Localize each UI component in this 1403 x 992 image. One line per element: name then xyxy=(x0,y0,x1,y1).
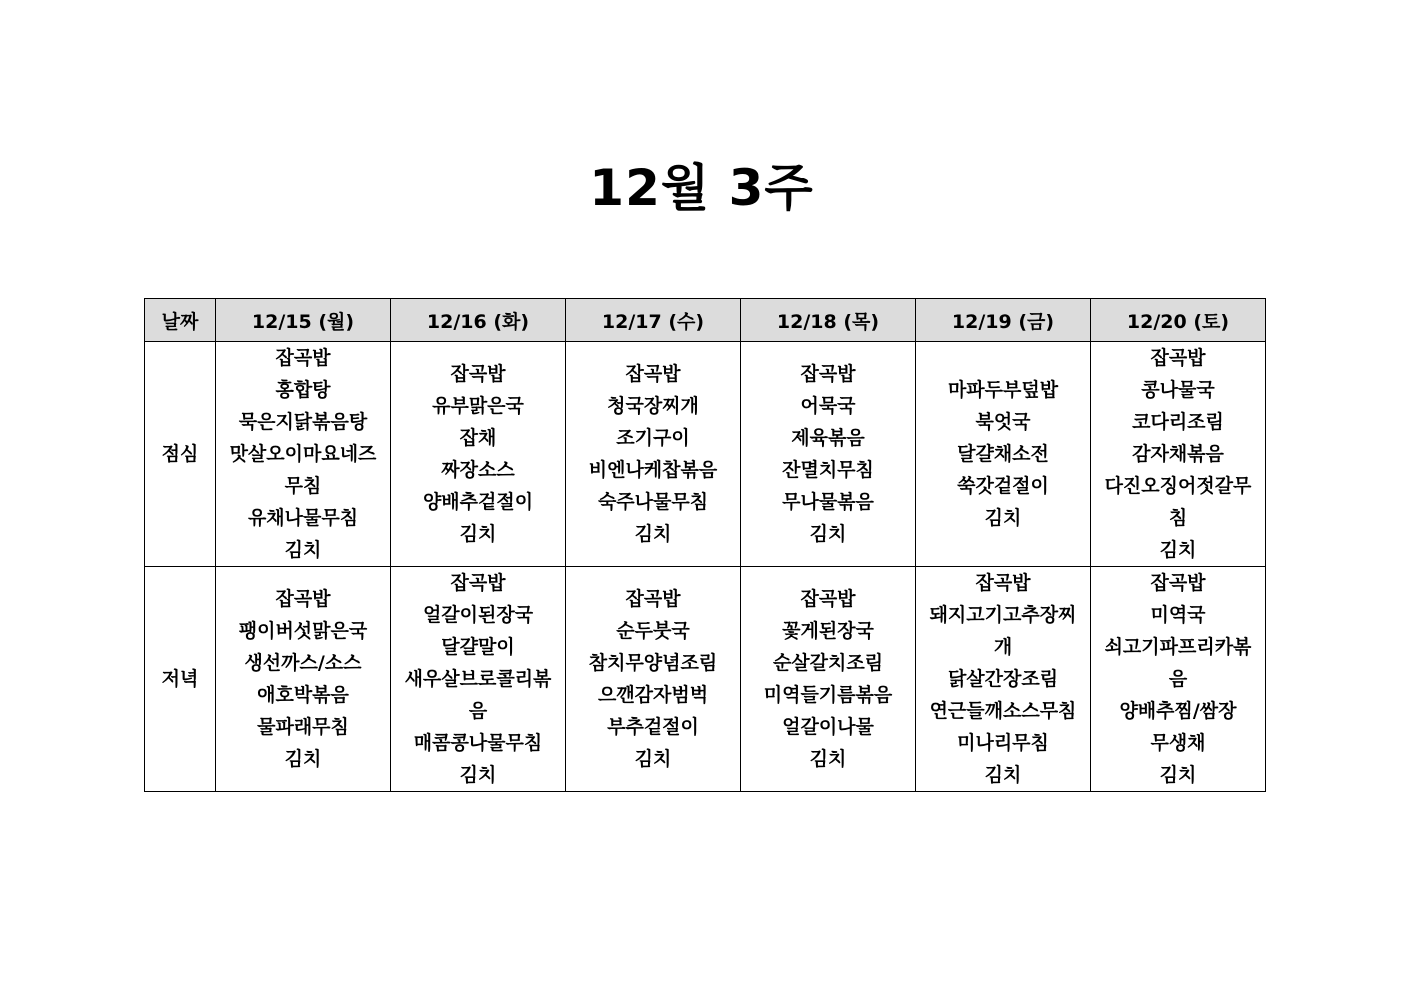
menu-cell xyxy=(216,342,391,567)
menu-item-list xyxy=(216,342,390,566)
menu-item-list xyxy=(391,567,565,791)
menu-item: 쑥갓겉절이 xyxy=(957,475,1049,497)
menu-item: 잡곡밥 xyxy=(1150,572,1206,594)
menu-item: 양배추찜/쌈장 xyxy=(1119,700,1237,722)
menu-item: 새우살브로콜리볶 xyxy=(404,668,552,690)
menu-item: 무나물볶음 xyxy=(782,491,874,513)
menu-item-list xyxy=(741,583,915,775)
menu-item: 부추겉절이 xyxy=(607,716,699,738)
menu-item: 북엇국 xyxy=(975,411,1031,433)
menu-item: 김치 xyxy=(1159,764,1197,786)
menu-item: 맛살오이마요네즈 xyxy=(229,443,377,465)
menu-item: 참치무양념조림 xyxy=(588,652,718,674)
menu-item: 잔멸치무침 xyxy=(782,459,874,481)
menu-item: 매콤콩나물무침 xyxy=(413,732,543,754)
menu-item: 잡곡밥 xyxy=(800,588,856,610)
menu-item-list xyxy=(391,358,565,550)
menu-item: 꽃게된장국 xyxy=(782,620,874,642)
menu-item: 김치 xyxy=(459,764,497,786)
meal-label: 점심 xyxy=(145,342,216,567)
header-row xyxy=(145,299,1266,342)
day-header: 12/18 (목) xyxy=(741,299,916,342)
menu-item: 감자채볶음 xyxy=(1132,443,1224,465)
menu-item: 미역국 xyxy=(1150,604,1206,626)
menu-item: 애호박볶음 xyxy=(257,684,349,706)
menu-item: 미나리무침 xyxy=(957,732,1049,754)
menu-item: 순두붓국 xyxy=(616,620,690,642)
menu-item: 잡곡밥 xyxy=(450,572,506,594)
menu-item: 미역들기름볶음 xyxy=(763,684,893,706)
menu-item: 달걀채소전 xyxy=(957,443,1049,465)
table-header xyxy=(145,299,1266,342)
menu-item: 개 xyxy=(993,636,1013,658)
menu-item-list xyxy=(1091,342,1265,566)
day-header: 12/15 (월) xyxy=(216,299,391,342)
menu-item: 김치 xyxy=(984,507,1022,529)
menu-item: 김치 xyxy=(634,748,672,770)
menu-item: 김치 xyxy=(284,539,322,561)
menu-item: 돼지고기고추장찌 xyxy=(929,604,1077,626)
menu-cell xyxy=(391,567,566,792)
weekly-menu-table xyxy=(144,298,1266,792)
menu-item: 생선까스/소스 xyxy=(244,652,362,674)
menu-item: 콩나물국 xyxy=(1141,379,1215,401)
meal-row-lunch xyxy=(145,342,1266,567)
day-header: 12/16 (화) xyxy=(391,299,566,342)
menu-item: 제육볶음 xyxy=(791,427,865,449)
menu-item: 김치 xyxy=(984,764,1022,786)
menu-item: 얼갈이된장국 xyxy=(422,604,534,626)
meal-label: 저녁 xyxy=(145,567,216,792)
menu-item: 김치 xyxy=(284,748,322,770)
menu-item: 김치 xyxy=(1159,539,1197,561)
menu-item-list xyxy=(1091,567,1265,791)
menu-item: 숙주나물무침 xyxy=(597,491,709,513)
menu-item: 잡곡밥 xyxy=(625,588,681,610)
menu-cell xyxy=(741,342,916,567)
menu-cell xyxy=(1091,342,1266,567)
menu-item: 물파래무침 xyxy=(257,716,349,738)
menu-item-list xyxy=(741,358,915,550)
menu-item: 쇠고기파프리카볶 xyxy=(1104,636,1252,658)
menu-item: 무생채 xyxy=(1150,732,1206,754)
menu-item: 잡곡밥 xyxy=(450,363,506,385)
menu-item: 짜장소스 xyxy=(441,459,515,481)
menu-item: 어묵국 xyxy=(800,395,856,417)
menu-item: 잡곡밥 xyxy=(625,363,681,385)
menu-item: 으깬감자범벅 xyxy=(597,684,709,706)
menu-item: 잡채 xyxy=(459,427,497,449)
day-header: 12/17 (수) xyxy=(566,299,741,342)
menu-item: 달걀말이 xyxy=(441,636,515,658)
menu-cell xyxy=(1091,567,1266,792)
menu-item: 무침 xyxy=(284,475,322,497)
menu-item: 팽이버섯맑은국 xyxy=(238,620,368,642)
menu-item: 다진오징어젓갈무 xyxy=(1104,475,1252,497)
day-header: 12/20 (토) xyxy=(1091,299,1266,342)
menu-item: 순살갈치조림 xyxy=(772,652,884,674)
page-title: 12월 3주 xyxy=(589,159,814,217)
menu-cell xyxy=(391,342,566,567)
menu-item: 잡곡밥 xyxy=(1150,347,1206,369)
menu-item: 코다리조림 xyxy=(1132,411,1224,433)
menu-item: 김치 xyxy=(809,523,847,545)
menu-item: 음 xyxy=(468,700,488,722)
menu-item: 침 xyxy=(1168,507,1188,529)
menu-item: 닭살간장조림 xyxy=(947,668,1059,690)
menu-item-list xyxy=(916,374,1090,534)
menu-item: 마파두부덮밥 xyxy=(947,379,1059,401)
menu-item-list xyxy=(566,358,740,550)
menu-item: 잡곡밥 xyxy=(275,588,331,610)
menu-item: 청국장찌개 xyxy=(607,395,699,417)
menu-item: 조기구이 xyxy=(616,427,690,449)
menu-item: 잡곡밥 xyxy=(800,363,856,385)
menu-cell xyxy=(566,567,741,792)
menu-item-list xyxy=(216,583,390,775)
menu-item: 묵은지닭볶음탕 xyxy=(238,411,368,433)
menu-item: 김치 xyxy=(809,748,847,770)
menu-item-list xyxy=(916,567,1090,791)
menu-item: 홍합탕 xyxy=(275,379,331,401)
menu-item: 양배추겉절이 xyxy=(422,491,534,513)
menu-cell xyxy=(566,342,741,567)
menu-item: 비엔나케찹볶음 xyxy=(588,459,718,481)
menu-item: 잡곡밥 xyxy=(975,572,1031,594)
menu-item-list xyxy=(566,583,740,775)
menu-cell xyxy=(916,567,1091,792)
menu-item: 음 xyxy=(1168,668,1188,690)
meal-row-dinner xyxy=(145,567,1266,792)
menu-item: 김치 xyxy=(459,523,497,545)
menu-cell xyxy=(741,567,916,792)
day-header: 12/19 (금) xyxy=(916,299,1091,342)
menu-item: 얼갈이나물 xyxy=(782,716,874,738)
menu-cell xyxy=(216,567,391,792)
menu-item: 연근들깨소스무침 xyxy=(929,700,1077,722)
menu-cell xyxy=(916,342,1091,567)
menu-item: 잡곡밥 xyxy=(275,347,331,369)
menu-item: 유부맑은국 xyxy=(432,395,524,417)
menu-item: 유채나물무침 xyxy=(247,507,359,529)
menu-item: 김치 xyxy=(634,523,672,545)
date-column-header: 날짜 xyxy=(145,299,216,342)
table-body xyxy=(145,342,1266,792)
